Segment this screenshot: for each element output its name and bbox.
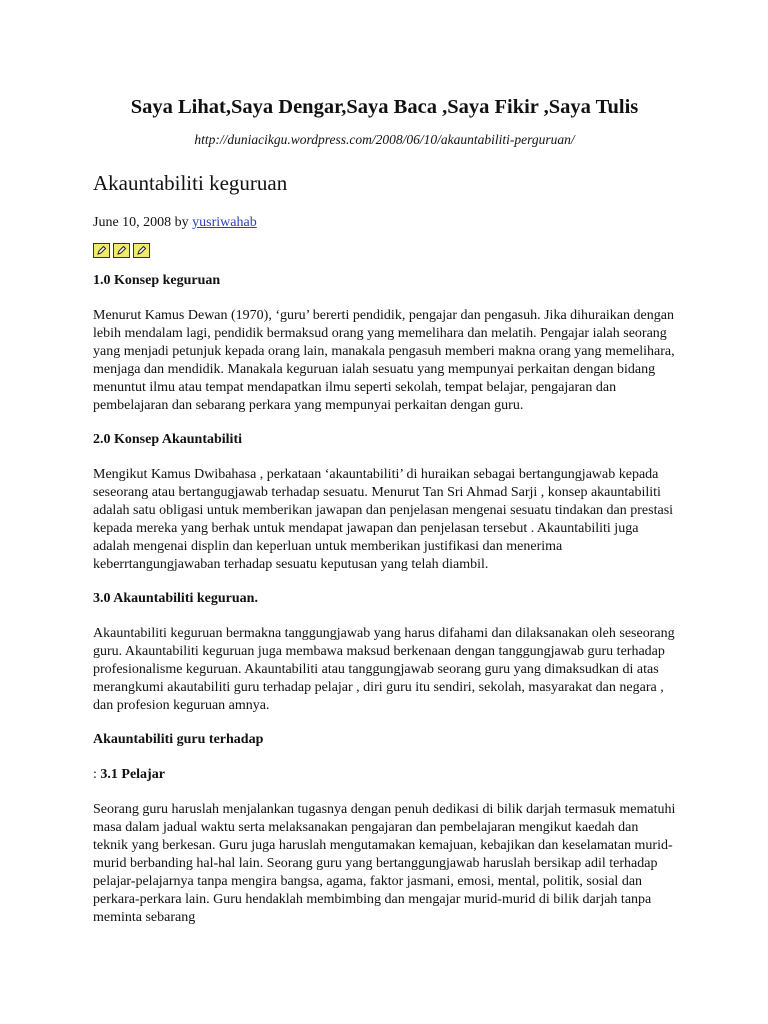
document-title: Saya Lihat,Saya Dengar,Saya Baca ,Saya Fikir ,Saya Tulis xyxy=(130,96,639,118)
pencil-icon xyxy=(113,243,130,258)
subsection-title: 3.1 Pelajar xyxy=(100,767,165,782)
author-link[interactable]: yusriwahab xyxy=(192,215,257,230)
pencil-icon xyxy=(93,243,110,258)
section-heading-konsep-keguruan: 1.0 Konsep keguruan xyxy=(93,273,221,288)
pencil-icon xyxy=(133,243,150,258)
post-meta xyxy=(93,214,676,232)
source-url: http://duniacikgu.wordpress.com/2008/06/10/akauntabiliti-perguruan/ xyxy=(194,132,575,147)
section-heading-konsep-akauntabiliti: 2.0 Konsep Akauntabiliti xyxy=(93,432,242,447)
paragraph-akauntabiliti-keguruan: Akauntabiliti keguruan bermakna tanggungjawab yang harus difahami dan dilaksanakan oleh seseorang guru. Akauntabiliti keguruan juga membawa maksud berkenaan dengan tanggungjawab guru terhadap profesionalisme keguruan. Akauntabiliti atau tanggungjawab seorang guru yang dimaksudkan di atas merangkumi akautabiliti guru terhadap pelajar , diri guru itu sendiri, sekolah, masyarakat dan negara , dan profesion keguruan amnya. xyxy=(93,626,675,713)
post-by: by xyxy=(174,215,189,230)
section-heading-akauntabiliti-keguruan: 3.0 Akauntabiliti keguruan. xyxy=(93,591,258,606)
post-title: Akauntabiliti keguruan xyxy=(93,171,288,195)
rating-icons xyxy=(93,243,676,258)
subsection-prefix: : xyxy=(93,767,97,782)
section-heading-akauntabiliti-guru-terhadap: Akauntabiliti guru terhadap xyxy=(93,732,264,747)
paragraph-konsep-keguruan: Menurut Kamus Dewan (1970), ‘guru’ bererti pendidik, pengajar dan pengasuh. Jika dihuraikan dengan lebih mendalam lagi, pendidik bermaksud orang yang memelihara dan melatih. Pengajar ialah seorang yang menjadi petunjuk kepada orang lain, manakala pengasuh memberi makna orang yang memelihara, menjaga dan mendidik. Manakala keguruan ialah sesuatu yang mempunyai perkaitan dengan bidang menuntut ilmu atau tempat mendapatkan ilmu seperti sekolah, tempat belajar, pengajaran dan pembelajaran dan sebarang perkara yang mempunyai perkaitan dengan guru. xyxy=(93,308,675,413)
subsection-heading-pelajar xyxy=(93,766,676,784)
post-date: June 10, 2008 xyxy=(93,215,172,230)
paragraph-konsep-akauntabiliti: Mengikut Kamus Dwibahasa , perkataan ‘akauntabiliti’ di huraikan sebagai bertangungjawab kepada seseorang atau bertangugjawab terhadap sesuatu. Menurut Tan Sri Ahmad Sarji , konsep akauntabiliti adalah satu obligasi untuk memberikan jawapan dan penjelasan mengenai sesuatu tindakan dan prestasi kepada mereka yang berhak untuk mendapat jawapan dan penjelasan tersebut . Akauntabiliti juga adalah mengenai displin dan keperluan untuk memberikan justifikasi dan menerima keberrtangungjawaban terhadap sesuatu keputusan yang telah diambil. xyxy=(93,467,674,572)
paragraph-pelajar: Seorang guru haruslah menjalankan tugasnya dengan penuh dedikasi di bilik darjah termasuk mematuhi masa dalam jadual waktu serta melaksanakan pengajaran dan pembelajaran mengikut kaedah dan teknik yang berkesan. Guru juga haruslah mengutamakan kemajuan, kebajikan dan keselamatan murid-murid berbanding hal-hal lain. Seorang guru yang bertanggungjawab haruslah bersikap adil terhadap pelajar-pelajarnya tanpa mengira bangsa, agama, faktor jasmani, emosi, mental, politik, sosial dan perkara-perkara lain. Guru hendaklah membimbing dan mengajar murid-murid di bilik darjah tanpa meminta sebarang xyxy=(93,802,676,925)
